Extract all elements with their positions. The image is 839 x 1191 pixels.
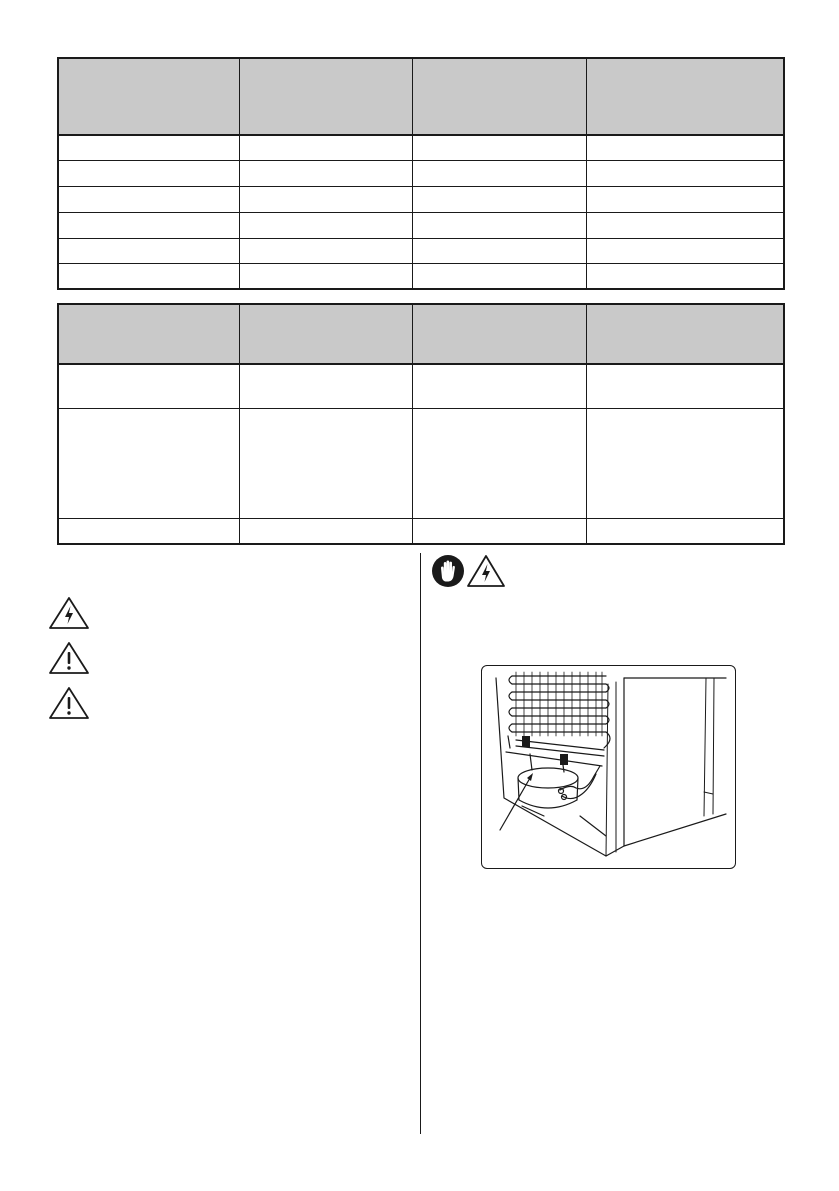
table-row [58, 212, 784, 238]
header-cell [239, 58, 412, 135]
table-cell [239, 408, 412, 518]
table-header-row [58, 58, 784, 135]
bottom-table [57, 303, 785, 545]
table-cell [239, 160, 412, 186]
table-cell [412, 186, 586, 212]
table-row [58, 135, 784, 160]
table-cell [586, 238, 784, 263]
table-row [58, 518, 784, 544]
table-cell [58, 238, 239, 263]
table-cell [586, 160, 784, 186]
table-cell [412, 364, 586, 408]
top-table [57, 57, 785, 290]
table-cell [412, 135, 586, 160]
header-cell [586, 304, 784, 364]
table-cell [586, 364, 784, 408]
table-cell [58, 263, 239, 289]
table-cell [239, 186, 412, 212]
header-cell [586, 58, 784, 135]
electric-hazard-icon [466, 554, 506, 588]
table-cell [412, 518, 586, 544]
table-cell [586, 212, 784, 238]
table-cell [239, 212, 412, 238]
table-cell [586, 135, 784, 160]
table-cell [239, 238, 412, 263]
header-cell [412, 304, 586, 364]
stop-hand-icon [431, 554, 465, 588]
table-cell [412, 263, 586, 289]
table-cell [58, 186, 239, 212]
table-cell [239, 518, 412, 544]
table-row [58, 160, 784, 186]
refrigerator-rear-figure [481, 665, 736, 869]
table-header-row [58, 304, 784, 364]
column-divider [420, 553, 421, 1134]
table-row [58, 263, 784, 289]
table-cell [586, 263, 784, 289]
table-cell [412, 238, 586, 263]
table-cell [412, 408, 586, 518]
table-cell [239, 364, 412, 408]
table-row [58, 408, 784, 518]
table-row [58, 186, 784, 212]
header-cell [239, 304, 412, 364]
header-cell [58, 304, 239, 364]
table-cell [58, 518, 239, 544]
warning-icon [48, 641, 90, 675]
table-cell [239, 263, 412, 289]
table-cell [586, 186, 784, 212]
table-cell [58, 212, 239, 238]
table-cell [239, 135, 412, 160]
table-cell [586, 518, 784, 544]
header-cell [412, 58, 586, 135]
table-cell [412, 212, 586, 238]
table-cell [412, 160, 586, 186]
table-cell [58, 364, 239, 408]
refrigerator-illustration [482, 666, 735, 868]
header-cell [58, 58, 239, 135]
table-row [58, 364, 784, 408]
warning-icon [48, 686, 90, 720]
electric-hazard-icon [48, 596, 90, 630]
table-row [58, 238, 784, 263]
table-cell [58, 408, 239, 518]
table-cell [58, 135, 239, 160]
table-cell [58, 160, 239, 186]
table-cell [586, 408, 784, 518]
